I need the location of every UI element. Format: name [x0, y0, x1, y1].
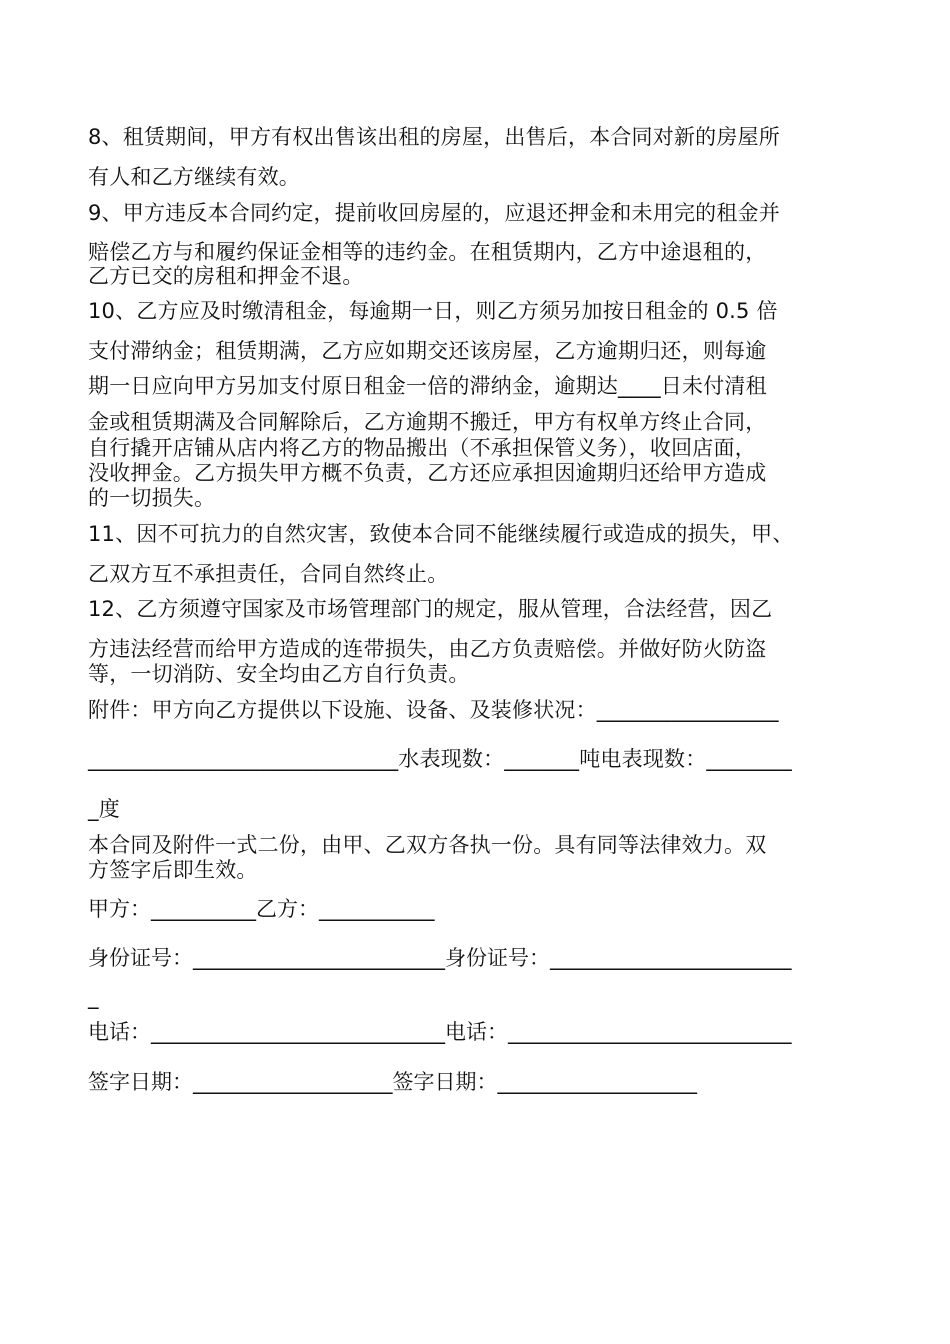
- clause-10-line-2: 支付滞纳金；租赁期满，乙方应如期交还该房屋，乙方逾期归还，则每逾: [88, 339, 767, 363]
- clause-9-line-3: 乙方已交的房租和押金不退。: [88, 264, 364, 288]
- clause-10-line-6: 没收押金。乙方损失甲方概不负责，乙方还应承担因逾期归还给甲方造成: [88, 461, 767, 485]
- sign-date-line: 签字日期：___________________签字日期：___________________: [88, 1070, 697, 1094]
- clause-9-line-2: 赔偿乙方与和履约保证金相等的违约金。在租赁期内，乙方中途退租的，: [88, 240, 767, 264]
- clause-10-line-7: 的一切损失。: [88, 486, 216, 510]
- clause-8-line-2: 有人和乙方继续有效。: [88, 165, 300, 189]
- clause-12-line-2: 方违法经营而给甲方造成的连带损失，由乙方负责赔偿。并做好防火防盗: [88, 637, 767, 661]
- clause-10-line-1: 10、乙方应及时缴清租金，每逾期一日，则乙方须另加按日租金的 0.5 倍: [88, 299, 778, 323]
- clause-12-line-1: 12、乙方须遵守国家及市场管理部门的规定，服从管理，合法经营，因乙: [88, 597, 773, 621]
- clause-11-line-2: 乙双方互不承担责任，合同自然终止。: [88, 562, 449, 586]
- copies-line-1: 本合同及附件一式二份，由甲、乙双方各执一份。具有同等法律效力。双: [88, 833, 767, 857]
- clause-8-line-1: 8、租赁期间，甲方有权出售该出租的房屋，出售后，本合同对新的房屋所: [88, 125, 780, 149]
- id-number-overflow: _: [88, 985, 99, 1009]
- copies-line-2: 方签字后即生效。: [88, 858, 258, 882]
- clause-11-line-1: 11、因不可抗力的自然灾害，致使本合同不能继续履行或造成的损失，甲、: [88, 522, 794, 546]
- clause-9-line-1: 9、甲方违反本合同约定，提前收回房屋的，应退还押金和未用完的租金并: [88, 201, 780, 225]
- id-number-line: 身份证号：________________________身份证号：_______________________: [88, 946, 792, 970]
- clause-10-line-5: 自行撬开店铺从店内将乙方的物品搬出（不承担保管义务），收回店面，: [88, 436, 756, 460]
- attachment-line-2: _____________________________水表现数：_______吨电表现数：________: [88, 747, 792, 771]
- phone-line: 电话：____________________________电话：___________________________: [88, 1020, 792, 1044]
- attachment-line-1: 附件：甲方向乙方提供以下设施、设备、及装修状况：_________________: [88, 698, 779, 722]
- clause-10-line-4: 金或租赁期满及合同解除后，乙方逾期不搬迁，甲方有权单方终止合同，: [88, 410, 767, 434]
- clause-12-line-3: 等，一切消防、安全均由乙方自行负责。: [88, 662, 470, 686]
- party-signature-line: 甲方：__________乙方：___________: [88, 897, 435, 921]
- clause-10-line-3: 期一日应向甲方另加支付原日租金一倍的滞纳金，逾期达____日未付清租: [88, 374, 767, 398]
- attachment-line-3: _度: [88, 797, 120, 821]
